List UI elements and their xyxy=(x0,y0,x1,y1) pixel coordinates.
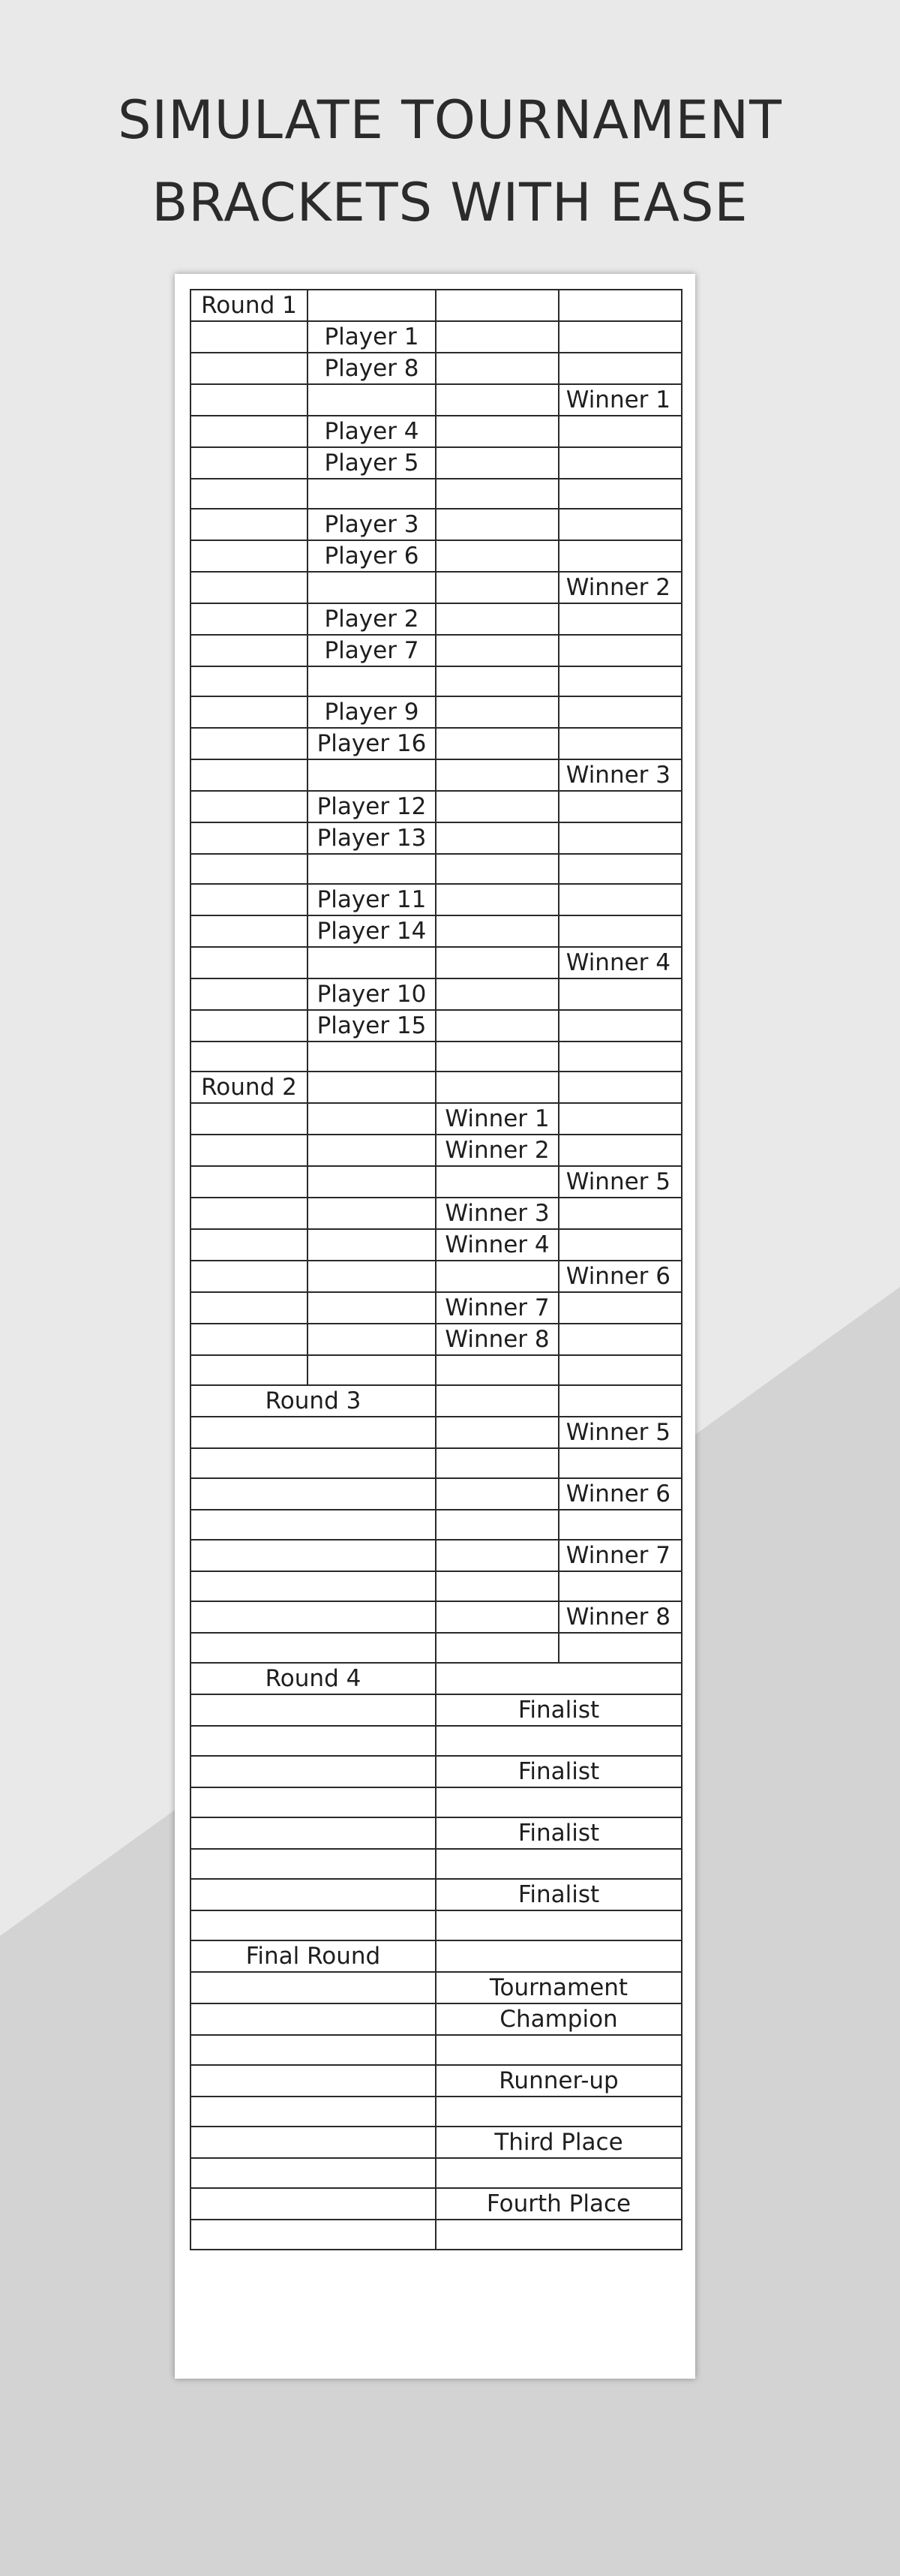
table-row xyxy=(190,2158,682,2188)
table-row xyxy=(190,635,682,666)
table-row xyxy=(190,1103,682,1135)
table-row xyxy=(190,1694,682,1726)
player-cell: Player 15 xyxy=(308,1010,436,1042)
table-row xyxy=(190,416,682,447)
winner-cell: Winner 4 xyxy=(559,947,682,978)
finalist-cell: Finalist xyxy=(436,1756,682,1787)
table-row xyxy=(190,1229,682,1261)
round-label-final: Final Round xyxy=(190,1940,436,1972)
winner-cell: Winner 6 xyxy=(559,1261,682,1292)
table-row xyxy=(190,1510,682,1540)
entrant-cell: Winner 4 xyxy=(436,1229,559,1261)
finalist-cell: Finalist xyxy=(436,1879,682,1910)
winner-cell: Winner 5 xyxy=(559,1166,682,1198)
winner-cell: Winner 1 xyxy=(559,384,682,416)
champion-label-line-1: Tournament xyxy=(436,1972,682,2003)
table-row xyxy=(190,1324,682,1355)
table-row xyxy=(190,1135,682,1166)
entrant-cell: Winner 7 xyxy=(436,1292,559,1324)
player-cell: Player 14 xyxy=(308,915,436,947)
table-row xyxy=(190,1261,682,1292)
round-label-round-3: Round 3 xyxy=(190,1385,436,1417)
table-row xyxy=(190,1355,682,1385)
table-row xyxy=(190,1571,682,1601)
third-place-label: Third Place xyxy=(436,2127,682,2158)
round-label-round-1: Round 1 xyxy=(190,290,308,321)
table-row xyxy=(190,854,682,884)
table-row xyxy=(190,666,682,696)
table-row xyxy=(190,1972,682,2003)
table-row xyxy=(190,696,682,728)
player-cell: Player 5 xyxy=(308,447,436,479)
player-cell: Player 16 xyxy=(308,728,436,759)
table-row xyxy=(190,572,682,603)
table-row xyxy=(190,1817,682,1849)
round-label-round-4: Round 4 xyxy=(190,1663,436,1694)
fourth-place-label: Fourth Place xyxy=(436,2188,682,2220)
table-row xyxy=(190,1787,682,1817)
player-cell: Player 4 xyxy=(308,416,436,447)
table-row xyxy=(190,2188,682,2220)
table-row xyxy=(190,791,682,822)
title-line-1: SIMULATE TOURNAMENT xyxy=(118,89,782,151)
winner-cell: Winner 7 xyxy=(559,1540,682,1571)
player-cell: Player 3 xyxy=(308,509,436,540)
table-row xyxy=(190,2220,682,2250)
table-row xyxy=(190,978,682,1010)
winner-cell: Winner 3 xyxy=(559,759,682,791)
table-row xyxy=(190,384,682,416)
title-line-2: BRACKETS WITH EASE xyxy=(152,172,748,233)
table-row xyxy=(190,1726,682,1756)
entrant-cell: Winner 8 xyxy=(436,1324,559,1355)
winner-cell: Winner 5 xyxy=(559,1417,682,1448)
table-row xyxy=(190,1478,682,1510)
champion-label-line-2: Champion xyxy=(436,2003,682,2035)
finalist-cell: Finalist xyxy=(436,1817,682,1849)
table-row xyxy=(190,1385,682,1417)
table-row xyxy=(190,947,682,978)
player-cell: Player 2 xyxy=(308,603,436,635)
table-row xyxy=(190,1417,682,1448)
player-cell: Player 1 xyxy=(308,321,436,353)
table-row xyxy=(190,2003,682,2035)
table-row xyxy=(190,2035,682,2065)
table-row xyxy=(190,290,682,321)
player-cell: Player 7 xyxy=(308,635,436,666)
table-row xyxy=(190,1910,682,1940)
table-row xyxy=(190,759,682,791)
runner-up-label: Runner-up xyxy=(436,2065,682,2097)
table-row xyxy=(190,1292,682,1324)
table-row xyxy=(190,1663,682,1694)
table-row xyxy=(190,603,682,635)
player-cell: Player 9 xyxy=(308,696,436,728)
table-row xyxy=(190,2065,682,2097)
table-row xyxy=(190,1166,682,1198)
winner-cell: Winner 6 xyxy=(559,1478,682,1510)
table-row xyxy=(190,540,682,572)
table-row xyxy=(190,1198,682,1229)
player-cell: Player 6 xyxy=(308,540,436,572)
table-row xyxy=(190,1940,682,1972)
table-row xyxy=(190,728,682,759)
table-row xyxy=(190,2127,682,2158)
winner-cell: Winner 8 xyxy=(559,1601,682,1633)
table-row xyxy=(190,2097,682,2127)
table-row xyxy=(190,1879,682,1910)
table-row xyxy=(190,1540,682,1571)
player-cell: Player 8 xyxy=(308,353,436,384)
player-cell: Player 13 xyxy=(308,822,436,854)
winner-cell: Winner 2 xyxy=(559,572,682,603)
table-row xyxy=(190,1633,682,1663)
table-row xyxy=(190,1448,682,1478)
table-row xyxy=(190,321,682,353)
table-row xyxy=(190,479,682,509)
finalist-cell: Finalist xyxy=(436,1694,682,1726)
table-row xyxy=(190,1072,682,1103)
table-row xyxy=(190,1601,682,1633)
page-title xyxy=(0,79,900,244)
player-cell: Player 11 xyxy=(308,884,436,915)
entrant-cell: Winner 2 xyxy=(436,1135,559,1166)
table-row xyxy=(190,822,682,854)
bracket-table xyxy=(190,289,682,2250)
round-label-round-2: Round 2 xyxy=(190,1072,308,1103)
entrant-cell: Winner 3 xyxy=(436,1198,559,1229)
table-row xyxy=(190,509,682,540)
table-row xyxy=(190,1042,682,1072)
table-row xyxy=(190,447,682,479)
table-row xyxy=(190,1010,682,1042)
table-row xyxy=(190,915,682,947)
table-row xyxy=(190,884,682,915)
player-cell: Player 10 xyxy=(308,978,436,1010)
table-row xyxy=(190,353,682,384)
player-cell: Player 12 xyxy=(308,791,436,822)
bracket-sheet xyxy=(175,274,695,2379)
table-row xyxy=(190,1849,682,1879)
entrant-cell: Winner 1 xyxy=(436,1103,559,1135)
table-row xyxy=(190,1756,682,1787)
